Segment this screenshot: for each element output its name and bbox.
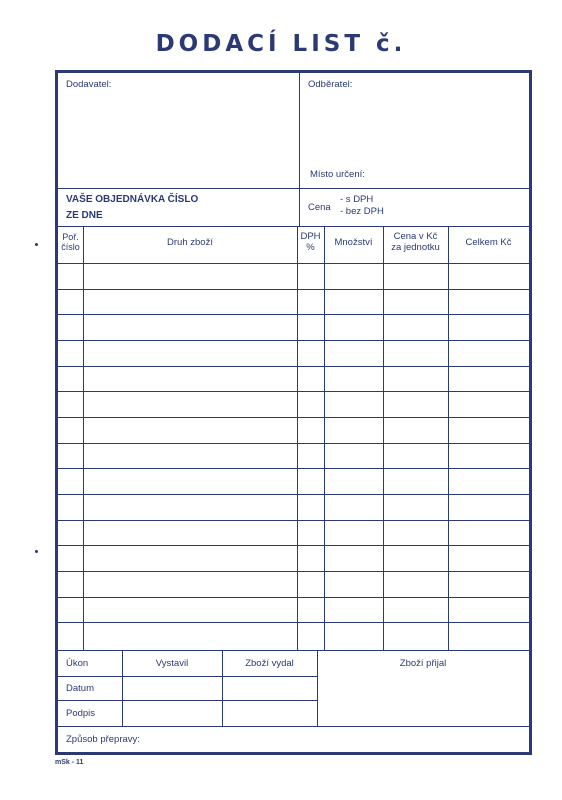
action-label: Úkon [66,658,89,669]
row-line [58,597,529,598]
row-line [58,391,529,392]
destination-label: Místo určení: [310,169,365,180]
punch-mark-bottom [35,550,38,553]
row-line [58,571,529,572]
row-line [58,263,529,264]
row-line [58,468,529,469]
row-line [58,289,529,290]
customer-label: Odběratel: [308,79,353,90]
goods-received-label: Zboží přijal [399,658,447,669]
transport-row-line [58,726,529,727]
row-line [58,545,529,546]
col-header-vat-line2: % [306,242,315,253]
col-header-total: Celkem Kč [465,237,512,248]
col-header-unit-price-line2: za jednotku [391,242,440,253]
row-line [58,443,529,444]
table-header-top-line [58,226,529,227]
document-title: DODACÍ LIST č. [155,31,407,57]
price-with-vat-label: - s DPH [340,194,374,205]
col-header-unit-price-line1: Cena v Kč [393,231,438,242]
price-without-vat-label: - bez DPH [340,206,384,217]
order-number-label: VAŠE OBJEDNÁVKA ČÍSLO [66,194,199,205]
col-header-no-line2: číslo [61,242,80,252]
order-section-top-line [58,188,529,189]
row-line [58,494,529,495]
order-date-label: ZE DNE [66,210,103,221]
col-header-qty: Množství [334,237,373,248]
row-line [58,366,529,367]
row-line [58,314,529,315]
col-header-no [58,232,83,252]
col-header-vat-line1: DPH [300,231,321,242]
transport-method-label: Způsob přepravy: [66,734,140,745]
date-label: Datum [66,683,94,694]
row-line [58,340,529,341]
bottom-row-line-2 [58,700,317,701]
signature-label: Podpis [66,708,96,719]
col-header-goods: Druh zboží [167,237,213,248]
col-header-no-line1: Poř. [62,232,79,242]
issued-by-label: Vystavil [155,658,189,669]
row-line [58,417,529,418]
supplier-label: Dodavatel: [66,79,112,90]
delivery-note-form [55,70,532,755]
price-label: Cena [308,202,331,213]
col-header-unit-price [383,231,448,253]
col-header-vat [297,231,324,253]
form-code: mSk - 11 [55,759,84,766]
table-bottom-line [58,650,529,651]
header-divider [299,73,300,226]
bottom-row-line-1 [58,676,317,677]
goods-issued-label: Zboží vydal [245,658,294,669]
punch-mark-top [35,243,38,246]
row-line [58,520,529,521]
row-line [58,622,529,623]
